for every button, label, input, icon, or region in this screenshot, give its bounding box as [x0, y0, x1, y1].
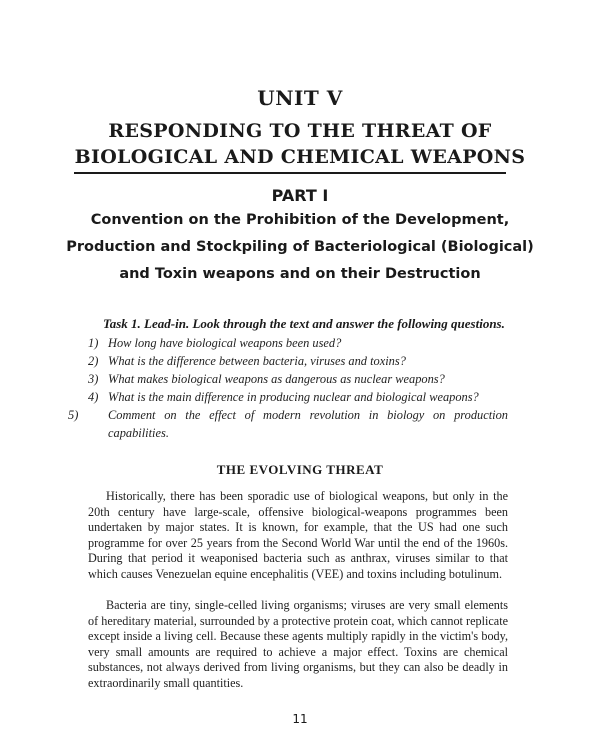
page-number: 11 — [292, 712, 308, 726]
convention-title-line-1: Convention on the Prohibition of the Development, — [90, 212, 510, 228]
question-list — [68, 334, 508, 442]
question-text: What is the difference between bacteria, viruses and toxins? — [108, 354, 406, 368]
question-number: 2) — [88, 354, 99, 368]
part-title: PART I — [271, 186, 329, 205]
convention-title-line-3: and Toxin weapons and on their Destruction — [119, 266, 481, 282]
question-text: How long have biological weapons been used? — [108, 336, 342, 350]
list-item — [68, 406, 508, 442]
convention-title-line-2: Production and Stockpiling of Bacteriological (Biological) — [66, 239, 534, 255]
chapter-title-line-2: BIOLOGICAL AND CHEMICAL WEAPONS — [74, 146, 526, 168]
list-item — [88, 334, 508, 352]
question-text: Comment on the effect of modern revolution in biology on production capabilities. — [108, 408, 508, 440]
question-number: 3) — [88, 372, 99, 386]
question-text: What is the main difference in producing nuclear and biological weapons? — [108, 390, 479, 404]
question-number: 1) — [88, 336, 99, 350]
chapter-title-line-1: RESPONDING TO THE THREAT OF — [108, 120, 492, 142]
list-item — [88, 370, 508, 388]
question-text: What makes biological weapons as dangerous as nuclear weapons? — [108, 372, 445, 386]
body-paragraph-1: Historically, there has been sporadic use of biological weapons, but only in the 20th century have large-scale, offensive biological-weapons programmes been undertaken by major states. It is known, for example, that the US had one such programme for over 25 years from the Second World War until the end of the 1960s. During that period it weaponised bacteria such as anthrax, viruses similar to that which causes Venezuelan equine encephalitis (VEE) and toxins including botulinum. — [88, 489, 508, 581]
unit-title: UNIT V — [257, 86, 343, 110]
body-paragraph-2: Bacteria are tiny, single-celled living organisms; viruses are very small elements of hereditary material, surrounded by a protective protein coat, which cannot replicate except inside a living cell. Because these agents multiply rapidly in the victim's body, very small amounts are required to achieve a major effect. Toxins are chemical substances, not always derived from living organisms, but they can also be deadly in extraordinarily small quantities. — [88, 598, 508, 690]
question-number: 4) — [88, 390, 99, 404]
title-underline-divider — [74, 172, 506, 174]
list-item — [88, 352, 508, 370]
section-heading: THE EVOLVING THREAT — [216, 462, 384, 477]
list-item — [88, 388, 508, 406]
task-heading: Task 1. Lead-in. Look through the text and answer the following questions. — [103, 316, 505, 331]
question-number: 5) — [68, 408, 79, 422]
